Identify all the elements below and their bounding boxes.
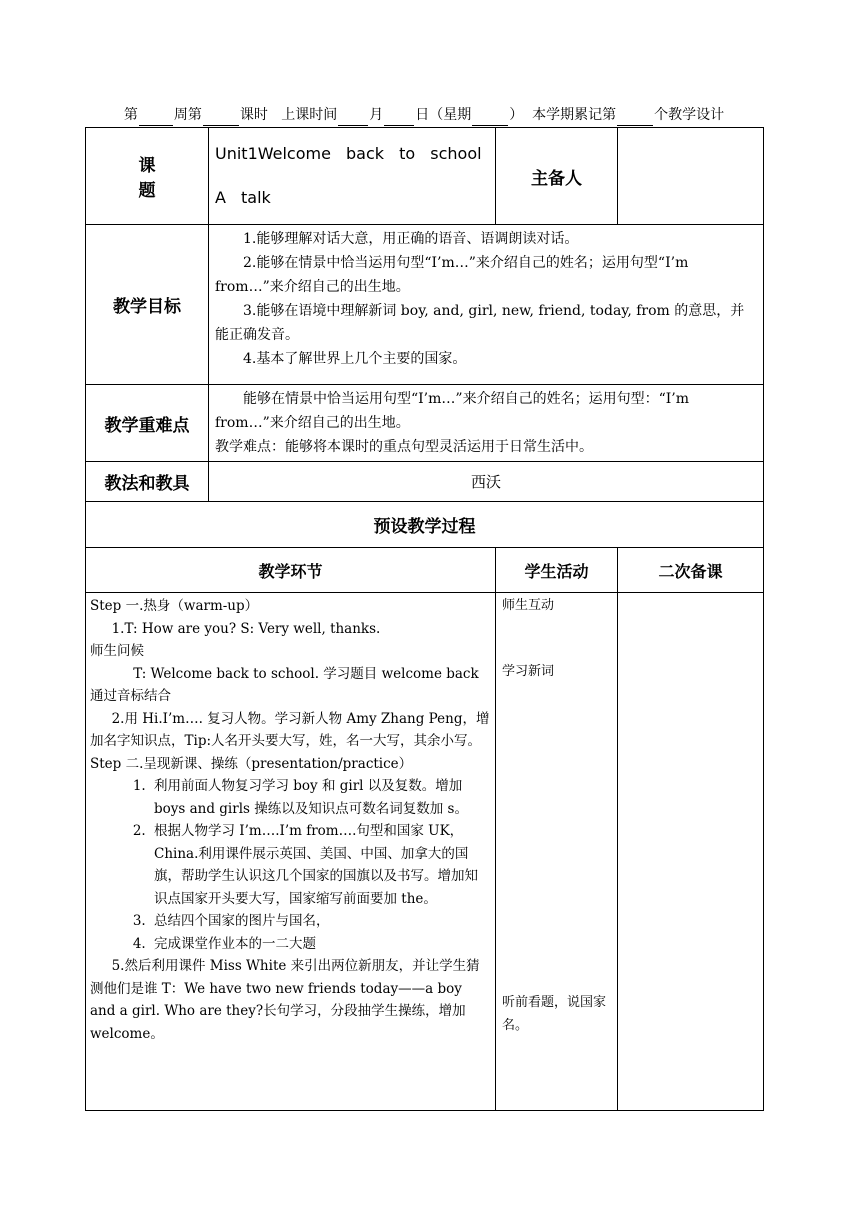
process-body-row — [86, 593, 764, 1111]
list-item: 4. 完成课堂作业本的一二大题 — [150, 933, 491, 956]
step2-line: 5.然后利用课件 Miss White 来引出两位新朋友，并让学生猜测他们是谁 T：We have two new friends today——a boy and a girl. Who are they?长句学习，分段抽学生操练，增加 welcome。 — [90, 958, 480, 1042]
topic-value[interactable]: Unit1Welcome back to school A talk — [209, 128, 496, 225]
method-value[interactable]: 西沃 — [209, 462, 764, 502]
key-points-row — [86, 385, 764, 462]
header-text: 第 — [123, 107, 138, 123]
process-title: 预设教学过程 — [86, 502, 764, 548]
header-text: 上课时间 — [281, 107, 338, 123]
second-prep-cell[interactable] — [618, 593, 764, 1111]
blank-lesson[interactable] — [203, 109, 239, 126]
step2-list — [90, 775, 491, 955]
col-header-step: 教学环节 — [86, 548, 496, 593]
col-header-student: 学生活动 — [496, 548, 618, 593]
list-item: 3. 总结四个国家的图片与国名， — [150, 910, 491, 933]
goal-item: 2.能够在情景中恰当运用句型“I’m…”来介绍自己的姓名；运用句型“I’m from…”来介绍自己的出生地。 — [215, 255, 689, 295]
header-text: 本学期累记第 — [532, 107, 617, 123]
step1-line: 2.用 Hi.I’m…. 复习人物。学习新人物 Amy Zhang Peng，增加名字知识点，Tip:人名开头要大写，姓，名一大写，其余小写。 — [90, 710, 490, 749]
process-title-row — [86, 502, 764, 548]
preparer-value[interactable] — [618, 128, 764, 225]
topic-label: 课题 — [86, 128, 209, 225]
activity-item: 听前看题，说国家名。 — [502, 995, 607, 1033]
key-points-content[interactable] — [209, 385, 764, 462]
step1-line: 师生问候 — [90, 643, 144, 659]
col-header-second: 二次备课 — [618, 548, 764, 593]
goal-item: 1.能够理解对话大意，用正确的语音、语调朗读对话。 — [243, 231, 579, 247]
header-text: 个教学设计 — [654, 107, 725, 123]
header-text: 周第 — [173, 107, 202, 123]
activity-item: 师生互动 — [502, 598, 555, 613]
goals-row — [86, 225, 764, 385]
header-text: 日（星期 — [415, 107, 472, 123]
goals-content[interactable] — [209, 225, 764, 385]
key-point: 能够在情景中恰当运用句型“I’m…”来介绍自己的姓名；运用句型：“I’m from…”来介绍自己的出生地。 — [215, 391, 689, 431]
header-text: 月 — [369, 107, 384, 123]
header-text: 课时 — [239, 107, 268, 123]
process-header-row — [86, 548, 764, 593]
difficulty-point: 教学难点：能够将本课时的重点句型灵活运用于日常生活中。 — [215, 439, 593, 455]
activity-item: 学习新词 — [502, 664, 555, 679]
step1-line: T: Welcome back to school. 学习题目 welcome back 通过音标结合 — [90, 665, 479, 704]
goal-item: 3.能够在语境中理解新词 boy, and, girl, new, friend, today, from 的意思，并能正确发音。 — [215, 303, 745, 343]
blank-week[interactable] — [139, 109, 173, 126]
step1-title: Step 一.热身（warm-up） — [90, 598, 259, 614]
process-steps[interactable] — [86, 593, 496, 1111]
blank-month[interactable] — [338, 109, 368, 126]
key-points-label: 教学重难点 — [86, 385, 209, 462]
goals-label: 教学目标 — [86, 225, 209, 385]
student-activities[interactable] — [496, 593, 618, 1111]
blank-count[interactable] — [617, 109, 653, 126]
method-label: 教法和教具 — [86, 462, 209, 502]
blank-day[interactable] — [384, 109, 414, 126]
goal-item: 4.基本了解世界上几个主要的国家。 — [243, 351, 467, 367]
method-row — [86, 462, 764, 502]
list-item: 1. 利用前面人物复习学习 boy 和 girl 以及复数。增加 boys and girls 操练以及知识点可数名词复数加 s。 — [150, 775, 491, 820]
step2-title: Step 二.呈现新课、操练（presentation/practice） — [90, 755, 413, 772]
lesson-plan-table — [85, 127, 764, 1111]
lesson-header — [86, 104, 762, 126]
preparer-label: 主备人 — [496, 128, 618, 225]
topic-row — [86, 128, 764, 225]
step1-line: 1.T: How are you? S: Very well, thanks. — [111, 620, 381, 637]
blank-weekday[interactable] — [472, 109, 508, 126]
header-text: ） — [509, 107, 524, 123]
list-item: 2. 根据人物学习 I’m….I’m from….句型和国家 UK，China.利用课件展示英国、美国、中国、加拿大的国旗，帮助学生认识这几个国家的国旗以及书写。增加知识点国家开头要大写，国家缩写前面要加 the。 — [150, 820, 491, 910]
